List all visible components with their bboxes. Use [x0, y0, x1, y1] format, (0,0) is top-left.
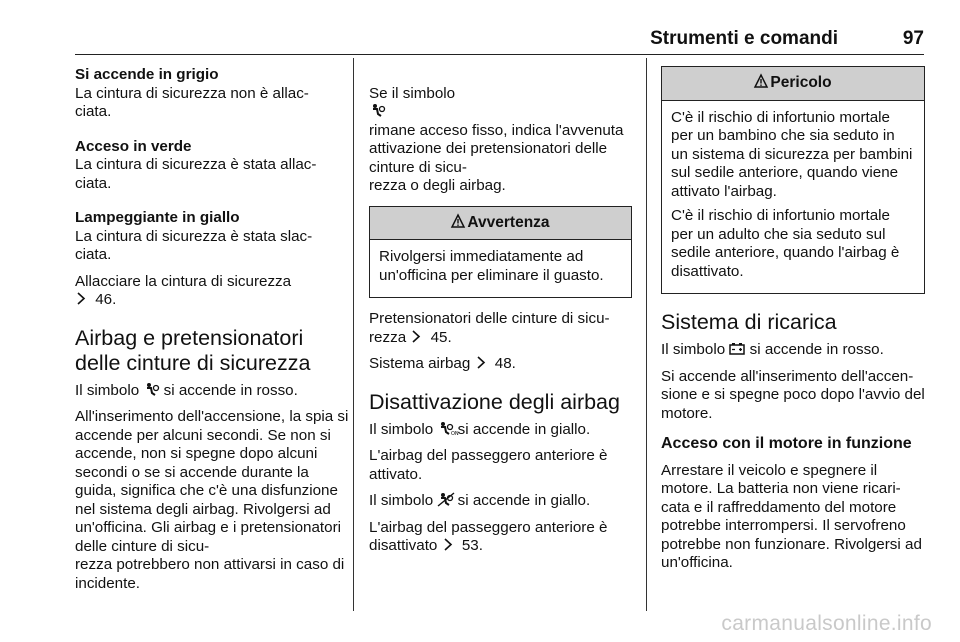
warning-box-body: Rivolgersi immediatamente ad un'officina per eliminare il guasto.	[379, 248, 604, 284]
page-ref-link[interactable]: 46.	[95, 291, 117, 308]
danger-box-header: Pericolo	[662, 67, 924, 101]
danger-text-2: C'è il rischio di infortunio mortale per un adulto che sia seduto sul sedile anteriore, quando l'airbag è disattivato.	[671, 207, 900, 280]
page-ref-arrow-icon	[442, 537, 458, 552]
intro-paragraph: Se il simbolo rimane acceso fisso, indica l'avvenuta attivazione dei pretensionatori delle cinture di sicu- rezza o degli airbag.	[369, 84, 624, 194]
green-text: La cintura di sicurezza è stata allac- ciata.	[75, 156, 317, 192]
pretensioner-ref-paragraph: Pretensionatori delle cinture di sicu- rezza 45.	[369, 310, 610, 346]
airbag-system-ref-paragraph: Sistema airbag 48.	[369, 355, 516, 372]
airbag-deactivation-heading: Disattivazione degli airbag	[369, 389, 620, 414]
battery-symbol-paragraph: Il simbolo si accende in rosso.	[661, 341, 884, 358]
airbag-heading: Airbag e pretensionatori delle cinture di sicurezza	[75, 325, 311, 375]
column-right	[661, 66, 925, 581]
svg-text:ON: ON	[451, 430, 460, 437]
airbag-on-symbol-paragraph: Il simbolo ON si accende in giallo.	[369, 420, 591, 438]
airbag-on-icon	[437, 421, 460, 437]
airbag-icon	[143, 382, 159, 397]
fasten-text: Allacciare la cintura di sicurezza	[75, 272, 292, 290]
column-middle	[369, 66, 632, 564]
warning-triangle-icon	[451, 214, 465, 228]
airbag-off-paragraph: L'airbag del passeggero anteriore è disattivato 53.	[369, 518, 608, 554]
danger-box	[661, 66, 925, 294]
page-ref-link[interactable]: 53.	[461, 537, 483, 554]
yellow-text: La cintura di sicurezza è stata slac- ciata.	[75, 227, 313, 263]
yellow-heading: Lampeggiante in giallo	[75, 209, 240, 226]
grey-text: La cintura di sicurezza non è allac- ciata.	[75, 84, 309, 120]
warning-box	[369, 206, 632, 299]
airbag-body: All'inserimento dell'accensione, la spia si accende per alcuni secondi. Se non si accende, non si spegne dopo alcuni secondi o se si accende durante la guida, significa che c'è una disfunzione nel sistema degli airbag. Rivolgersi ad un'officina. Gli airbag e i pretensionatori delle cinture di sicu- rezza potrebbero non attivarsi in caso di incidente.	[75, 408, 349, 592]
danger-text-1: C'è il rischio di infortunio mortale per un bambino che sia seduto in un sistema di sicurezza per bambini sul sedile anteriore, quando viene attivato l'airbag.	[671, 108, 913, 200]
airbag-off-symbol-paragraph: Il simbolo si accende in giallo.	[369, 492, 591, 509]
page-ref-link[interactable]: 48.	[494, 355, 516, 372]
engine-running-subheading: Acceso con il motore in funzione	[661, 435, 912, 452]
danger-box-body	[662, 101, 924, 294]
watermark: carmanualsonline.info	[721, 612, 932, 635]
page-ref-arrow-icon	[75, 291, 91, 306]
green-heading: Acceso in verde	[75, 137, 192, 155]
page-ref-arrow-icon	[475, 355, 491, 370]
column-divider	[353, 58, 354, 611]
airbag-on-text: L'airbag del passeggero anteriore è attivato.	[369, 447, 608, 483]
engine-running-text: Arrestare il veicolo e spegnere il motore. La batteria non viene ricari- cata e il raffreddamento del motore potrebbe interrompersi. Il servofreno potrebbe non funzionare. Rivolgersi ad un'officina.	[661, 461, 922, 571]
charging-text: Si accende all'inserimento dell'accen- sione e si spegne poco dopo l'avvio del motore.	[661, 367, 925, 422]
airbag-off-icon	[437, 492, 453, 507]
charging-heading: Sistema di ricarica	[661, 310, 837, 334]
page-ref-link[interactable]: 45.	[430, 328, 452, 346]
page-number: 97	[902, 28, 924, 49]
fasten-paragraph	[75, 273, 351, 310]
section-title: Strumenti e comandi	[650, 28, 838, 49]
column-divider	[646, 58, 647, 611]
grey-heading: Si accende in grigio	[75, 66, 219, 83]
column-left	[75, 66, 351, 601]
warning-triangle-icon	[754, 74, 768, 88]
page-ref-arrow-icon	[410, 329, 426, 344]
page-header	[75, 26, 924, 55]
airbag-icon	[369, 103, 385, 118]
airbag-symbol-paragraph: Il simbolo si accende in rosso.	[75, 381, 298, 399]
battery-icon	[729, 341, 745, 356]
warning-box-header: Avvertenza	[370, 207, 631, 241]
